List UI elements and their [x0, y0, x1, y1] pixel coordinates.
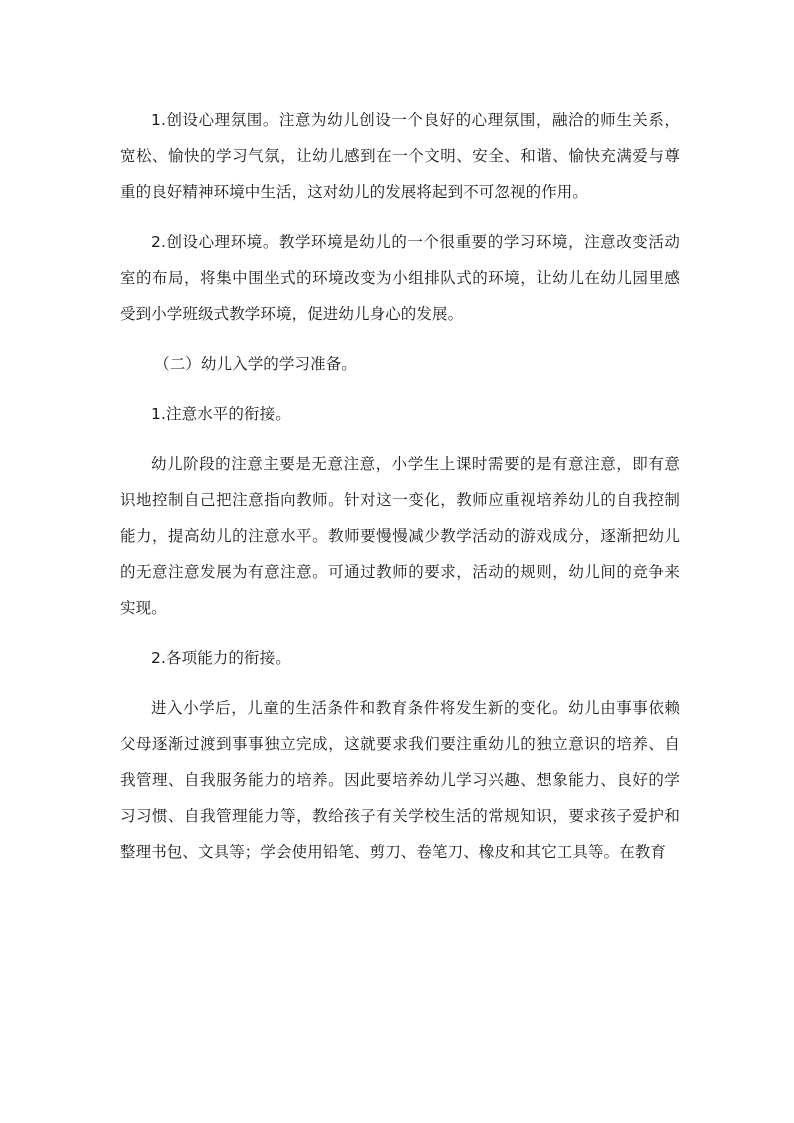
paragraph-abilities: 进入小学后，儿童的生活条件和教育条件将发生新的变化。幼儿由事事依赖父母逐渐过渡到事事独立完成，这就要求我们要注重幼儿的独立意识的培养、自我管理、自我服务能力的培养。因此要培养幼儿学习兴趣、想象能力、良好的学习习惯、自我管理能力等，教给孩子有关学校生活的常规知识，要求孩子爱护和整理书包、文具等；学会使用铅笔、剪刀、卷笔刀、橡皮和其它工具等。在教育 [120, 699, 680, 861]
paragraph-attention-level: 幼儿阶段的注意主要是无意注意，小学生上课时需要的是有意注意，即有意识地控制自己把注意指向教师。针对这一变化，教师应重视培养幼儿的自我控制能力，提高幼儿的注意水平。教师要慢慢减少教学活动的游戏成分，逐渐把幼儿的无意注意发展为有意注意。可通过教师的要求，活动的规则，幼儿间的竞争来实现。 [120, 455, 680, 617]
subheading-abilities: 2.各项能力的衔接。 [151, 649, 291, 667]
paragraph-create-psychological-environment: 2.创设心理环境。教学环境是幼儿的一个很重要的学习环境，注意改变活动室的布局，将集中围坐式的环境改变为小组排队式的环境，让幼儿在幼儿园里感受到小学班级式教学环境，促进幼儿身心的发展。 [120, 233, 680, 323]
document-page [120, 102, 680, 870]
paragraph-create-psychological-atmosphere: 1.创设心理氛围。注意为幼儿创设一个良好的心理氛围，融洽的师生关系，宽松、愉快的学习气氛，让幼儿感到在一个文明、安全、和谐、愉快充满爱与尊重的良好精神环境中生活，这对幼儿的发展将起到不可忽视的作用。 [120, 111, 680, 201]
section-heading-learning-preparation: （二）幼儿入学的学习准备。 [154, 355, 357, 373]
subheading-attention-level: 1.注意水平的衔接。 [151, 405, 291, 423]
